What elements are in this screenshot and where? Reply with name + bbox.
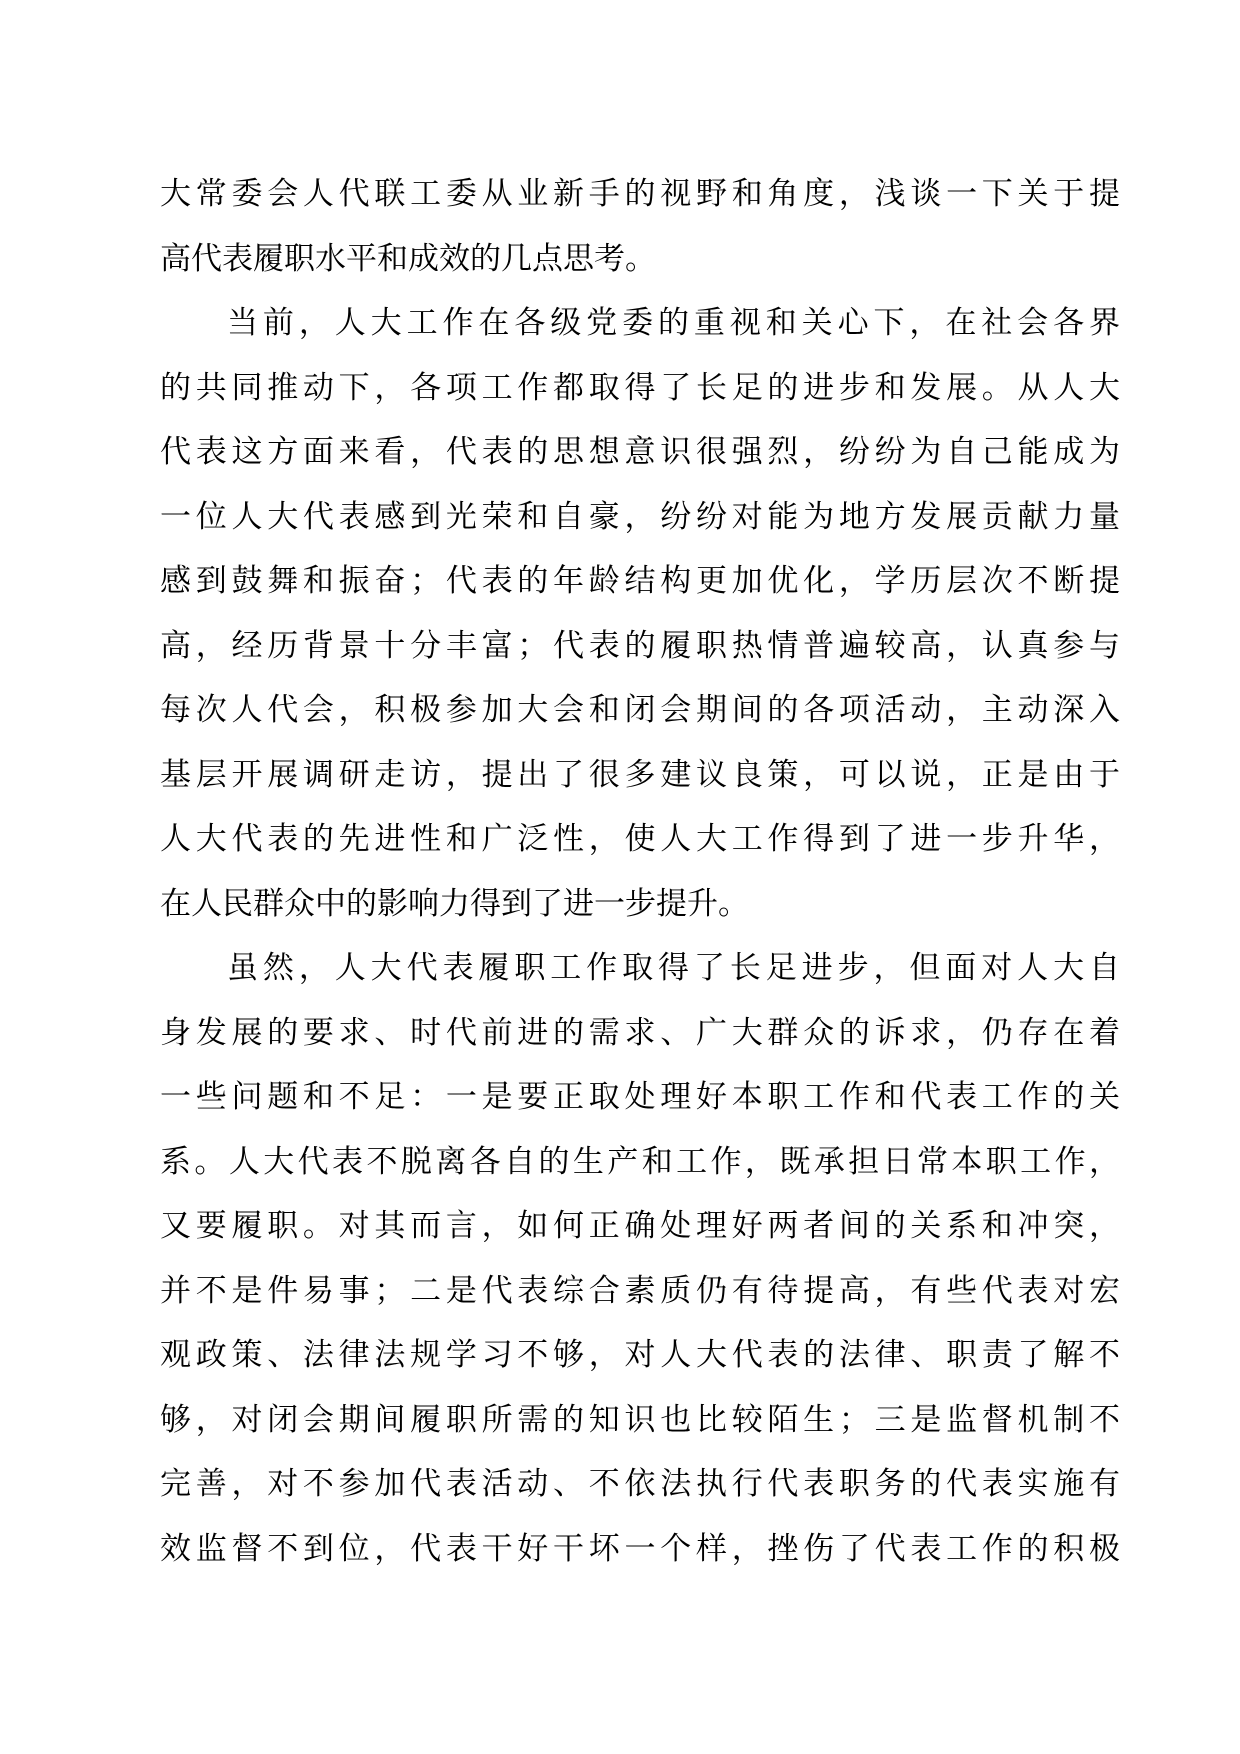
text-line: 每次人代会，积极参加大会和闭会期间的各项活动，主动深入 bbox=[160, 692, 1120, 728]
text-line: 感到鼓舞和振奋；代表的年龄结构更加优化，学历层次不断提 bbox=[160, 563, 1120, 599]
text-line: 人大代表的先进性和广泛性，使人大工作得到了进一步升华， bbox=[160, 821, 1120, 857]
text-line: 在人民群众中的影响力得到了进一步提升。 bbox=[160, 885, 749, 922]
text-line: 虽然，人大代表履职工作取得了长足进步，但面对人大自 bbox=[227, 950, 1120, 986]
text-line: 一位人大代表感到光荣和自豪，纷纷对能为地方发展贡献力量 bbox=[160, 498, 1120, 535]
text-line: 高，经历背景十分丰富；代表的履职热情普遍较高，认真参与 bbox=[160, 627, 1120, 664]
text-line: 代表这方面来看，代表的思想意识很强烈，纷纷为自己能成为 bbox=[160, 434, 1120, 470]
text-line: 完善，对不参加代表活动、不依法执行代表职务的代表实施有 bbox=[160, 1466, 1120, 1502]
text-line: 并不是件易事；二是代表综合素质仍有待提高，有些代表对宏 bbox=[160, 1272, 1120, 1309]
text-line: 高代表履职水平和成效的几点思考。 bbox=[160, 240, 656, 277]
text-line: 效监督不到位，代表干好干坏一个样，挫伤了代表工作的积极 bbox=[160, 1530, 1120, 1567]
text-line: 又要履职。对其而言，如何正确处理好两者间的关系和冲突， bbox=[160, 1208, 1120, 1244]
text-line: 当前，人大工作在各级党委的重视和关心下，在社会各界 bbox=[227, 305, 1120, 341]
text-line: 够，对闭会期间履职所需的知识也比较陌生；三是监督机制不 bbox=[160, 1401, 1120, 1438]
document-body-text bbox=[160, 162, 1120, 1581]
text-line: 基层开展调研走访，提出了很多建议良策，可以说，正是由于 bbox=[160, 756, 1120, 793]
text-line: 系。人大代表不脱离各自的生产和工作，既承担日常本职工作， bbox=[160, 1143, 1120, 1180]
text-line: 身发展的要求、时代前进的需求、广大群众的诉求，仍存在着 bbox=[160, 1014, 1120, 1051]
text-line: 大常委会人代联工委从业新手的视野和角度，浅谈一下关于提 bbox=[160, 176, 1120, 212]
text-line: 的共同推动下，各项工作都取得了长足的进步和发展。从人大 bbox=[160, 369, 1120, 406]
text-line: 一些问题和不足：一是要正取处理好本职工作和代表工作的关 bbox=[160, 1079, 1120, 1115]
text-line: 观政策、法律法规学习不够，对人大代表的法律、职责了解不 bbox=[160, 1337, 1120, 1373]
